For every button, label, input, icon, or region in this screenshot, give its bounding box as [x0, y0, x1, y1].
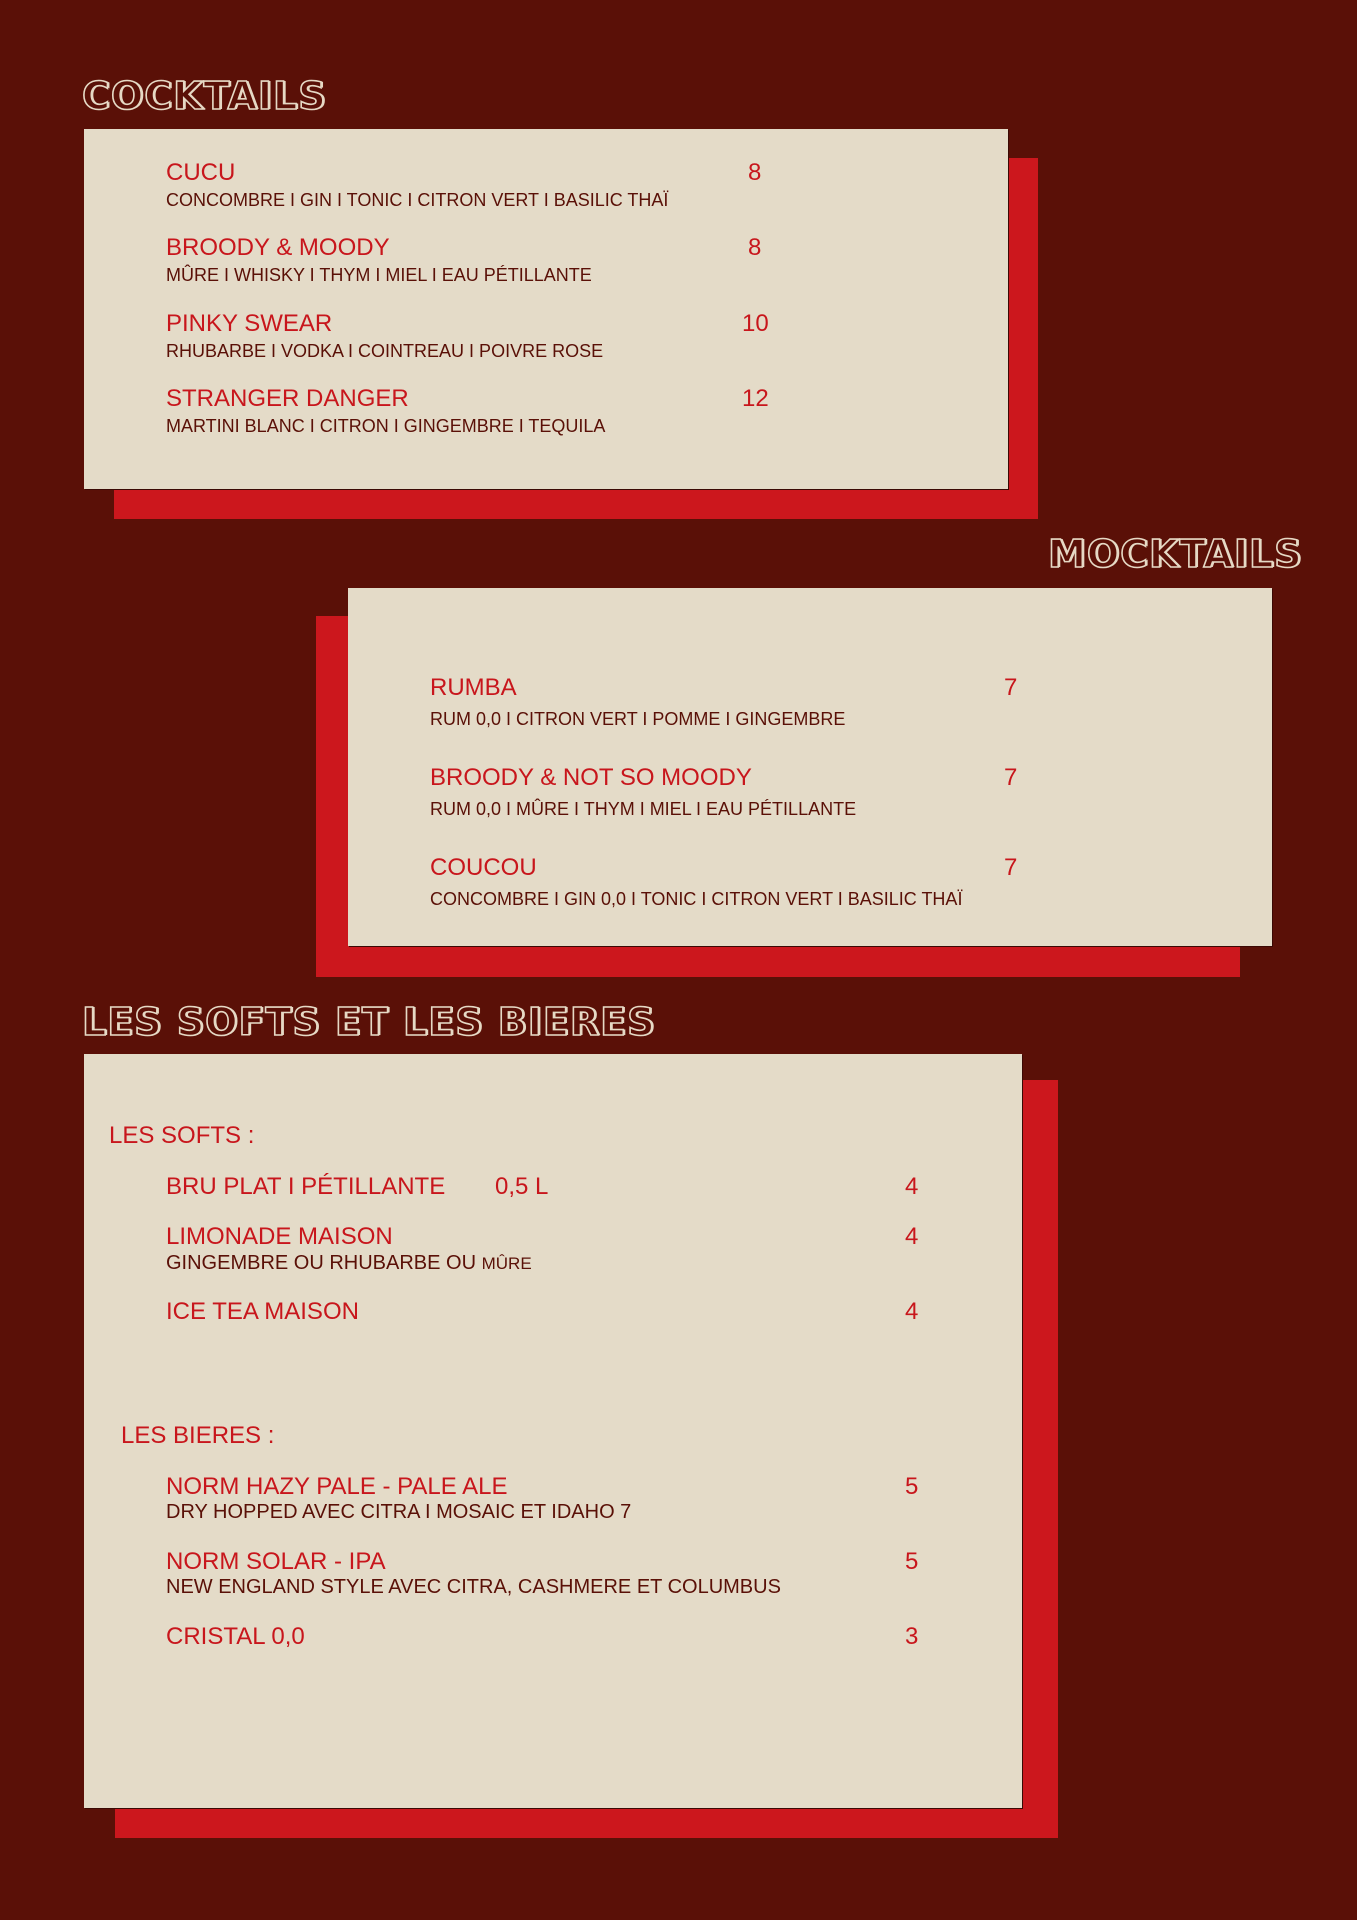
bieres-label: LES BIERES :	[121, 1422, 275, 1449]
item-description	[166, 1251, 532, 1276]
item-price: 8	[748, 234, 762, 261]
item-price: 12	[742, 385, 769, 412]
item-price: 3	[905, 1623, 919, 1650]
item-description: NEW ENGLAND STYLE AVEC CITRA, CASHMERE ET COLUMBUS	[166, 1576, 781, 1598]
item-name: ICE TEA MAISON	[166, 1298, 359, 1325]
mocktails-heading: MOCKTAILS	[1048, 532, 1303, 576]
softs-label: LES SOFTS :	[109, 1122, 255, 1149]
item-description: MÛRE I WHISKY I THYM I MIEL I EAU PÉTILLANTE	[166, 265, 592, 285]
softs-bieres-heading: LES SOFTS ET LES BIERES	[82, 1000, 656, 1044]
item-name: LIMONADE MAISON	[166, 1223, 393, 1250]
item-price: 5	[905, 1473, 919, 1500]
item-name: BROODY & MOODY	[166, 234, 390, 261]
item-price: 8	[748, 159, 762, 186]
item-name: STRANGER DANGER	[166, 385, 409, 412]
item-price: 7	[1004, 764, 1018, 791]
item-name: CUCU	[166, 159, 236, 186]
item-price: 7	[1004, 854, 1018, 881]
cocktails-card	[84, 129, 1008, 489]
mocktails-card	[348, 588, 1272, 946]
item-description: RUM 0,0 I CITRON VERT I POMME I GINGEMBRE	[430, 709, 846, 729]
item-name: COUCOU	[430, 854, 537, 881]
item-description-main: GINGEMBRE OU RHUBARBE OU	[166, 1252, 482, 1274]
item-price: 7	[1004, 674, 1018, 701]
item-price: 5	[905, 1548, 919, 1575]
item-description: RUM 0,0 I MÛRE I THYM I MIEL I EAU PÉTILLANTE	[430, 799, 857, 819]
item-name: PINKY SWEAR	[166, 310, 333, 337]
item-description: CONCOMBRE I GIN I TONIC I CITRON VERT I BASILIC THAÏ	[166, 190, 669, 210]
cocktails-heading: COCKTAILS	[82, 74, 327, 118]
item-name: BRU PLAT I PÉTILLANTE	[166, 1173, 446, 1200]
item-description: RHUBARBE I VODKA I COINTREAU I POIVRE ROSE	[166, 341, 604, 361]
softs-bieres-card	[84, 1054, 1022, 1808]
item-description: DRY HOPPED AVEC CITRA I MOSAIC ET IDAHO 7	[166, 1501, 632, 1523]
item-price: 4	[905, 1173, 919, 1200]
item-description-small: MÛRE	[481, 1254, 532, 1273]
item-price: 4	[905, 1298, 919, 1325]
item-price: 4	[905, 1223, 919, 1250]
item-name: BROODY & NOT SO MOODY	[430, 764, 752, 791]
item-volume: 0,5 L	[495, 1173, 549, 1200]
item-name: NORM SOLAR - IPA	[166, 1548, 386, 1575]
item-name: NORM HAZY PALE - PALE ALE	[166, 1473, 508, 1500]
item-name: RUMBA	[430, 674, 517, 701]
item-price: 10	[742, 310, 769, 337]
item-description: CONCOMBRE I GIN 0,0 I TONIC I CITRON VERT I BASILIC THAÏ	[430, 889, 963, 909]
item-name: CRISTAL 0,0	[166, 1623, 305, 1650]
item-description: MARTINI BLANC I CITRON I GINGEMBRE I TEQUILA	[166, 416, 606, 436]
